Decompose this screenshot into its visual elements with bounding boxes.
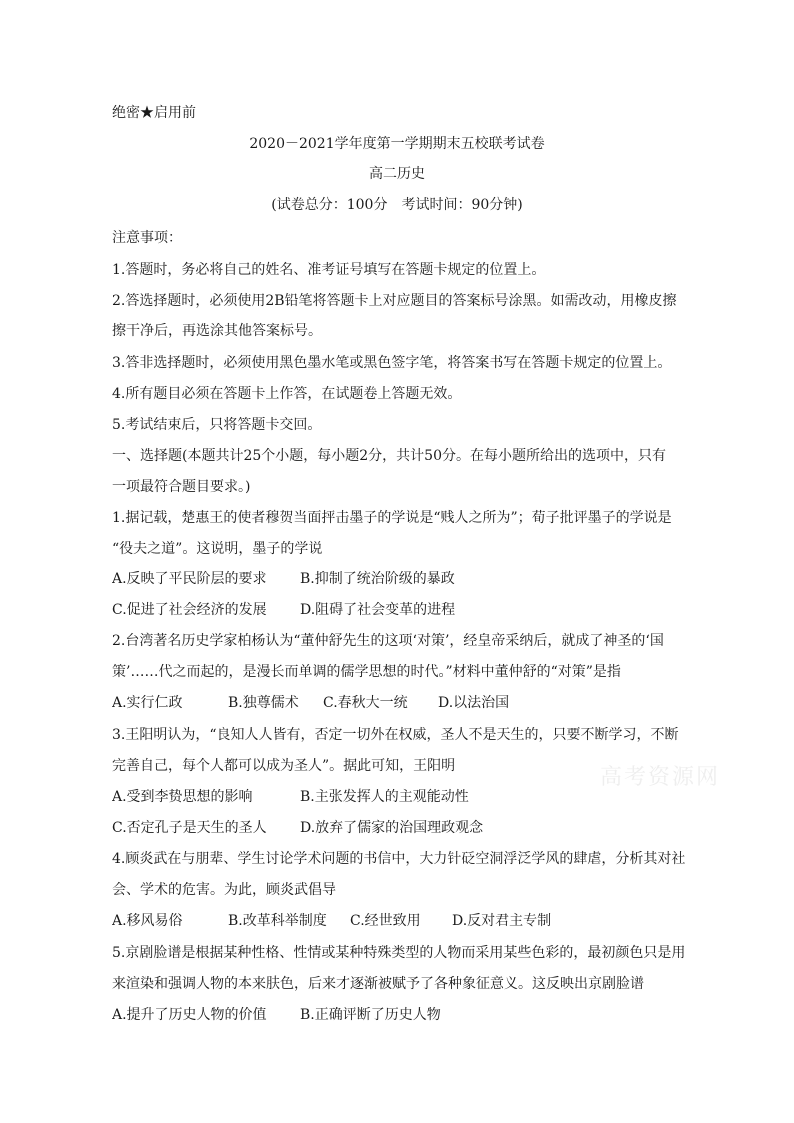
q3-option-d: D.放弃了儒家的治国理政观念 [300,820,484,836]
question-4-stem: 4.顾炎武在与朋辈、学生讨论学术问题的书信中，大力针砭空洞浮泛学风的肆虐，分析其对社 [112,851,686,867]
question-1-stem: 1.据记载，楚惠王的使者穆贺当面抨击墨子的学说是“贱人之所为”；荀子批评墨子的学说是 [112,510,672,526]
q1-option-a: A.反映了平民阶层的要求 [112,571,267,587]
q1-option-b: B.抑制了统治阶级的暴政 [300,571,455,587]
question-3-stem: 3.王阳明认为，“良知人人皆有，否定一切外在权威，圣人不是天生的，只要不断学习，不断 [112,727,679,743]
q1-option-c: C.促进了社会经济的发展 [112,602,267,618]
q5-option-b: B.正确评断了历史人物 [300,1007,441,1023]
q3-option-c: C.否定孔子是天生的圣人 [112,820,267,836]
exam-title: 2020－2021学年度第一学期期末五校联考试卷 [249,136,545,152]
q4-option-a: A.移风易俗 [112,913,183,929]
section-instructions-cont: 一项最符合题目要求。) [112,479,251,495]
q3-option-b: B.主张发挥人的主观能动性 [300,789,469,805]
q2-option-a: A.实行仁政 [112,695,183,711]
notice-item: 5.考试结束后，只将答题卡交回。 [112,417,322,433]
q1-option-d: D.阻碍了社会变革的进程 [300,602,456,618]
notice-item: 3.答非选择题时，必须使用黑色墨水笔或黑色签字笔，将答案书写在答题卡规定的位置上。 [112,355,672,371]
q2-option-c: C.春秋大一统 [323,695,408,711]
question-4-stem-cont: 会、学术的危害。为此，顾炎武倡导 [112,882,336,898]
notice-item: 擦干净后，再选涂其他答案标号。 [112,323,322,339]
question-5-stem: 5.京剧脸谱是根据某种性格、性情或某种特殊类型的人物而采用某些色彩的，最初颜色只是用 [112,945,686,961]
question-2-stem: 2.台湾著名历史学家柏杨认为“董仲舒先生的这项‘对策’，经皇帝采纳后，就成了神圣的‘国 [112,633,664,649]
notice-heading: 注意事项： [112,230,182,246]
question-2-stem-cont: 策’……代之而起的，是漫长而单调的儒学思想的时代。”材料中董仲舒的“对策”是指 [112,664,621,680]
q2-option-d: D.以法治国 [438,695,510,711]
q4-option-c: C.经世致用 [350,913,421,929]
q2-option-b: B.独尊儒术 [228,695,299,711]
watermark: 高考资源网 [600,765,721,790]
question-5-stem-cont: 来渲染和强调人物的本来肤色，后来才逐渐被赋予了各种象征意义。这反映出京剧脸谱 [112,976,644,992]
question-3-stem-cont: 完善自己，每个人都可以成为圣人”。据此可知，王阳明 [112,758,456,774]
section-instructions: 一、选择题(本题共计25个小题，每小题2分，共计50分。在每小题所给出的选项中，只有 [112,448,666,464]
question-1-stem-cont: “役夫之道”。这说明，墨子的学说 [112,541,323,557]
q4-option-b: B.改革科举制度 [228,913,327,929]
notice-item: 4.所有题目必须在答题卡上作答，在试题卷上答题无效。 [112,386,462,402]
confidential-mark: 绝密★启用前 [112,105,196,121]
q4-option-d: D.反对君主专制 [452,913,552,929]
exam-meta: (试卷总分：100分 考试时间：90分钟) [271,197,523,213]
q5-option-a: A.提升了历史人物的价值 [112,1007,267,1023]
notice-item: 2.答选择题时，必须使用2B铅笔将答题卡上对应题目的答案标号涂黑。如需改动，用橡皮擦 [112,293,677,309]
subject-title: 高二历史 [369,166,425,182]
q3-option-a: A.受到李贽思想的影响 [112,789,253,805]
notice-item: 1.答题时，务必将自己的姓名、准考证号填写在答题卡规定的位置上。 [112,262,546,278]
